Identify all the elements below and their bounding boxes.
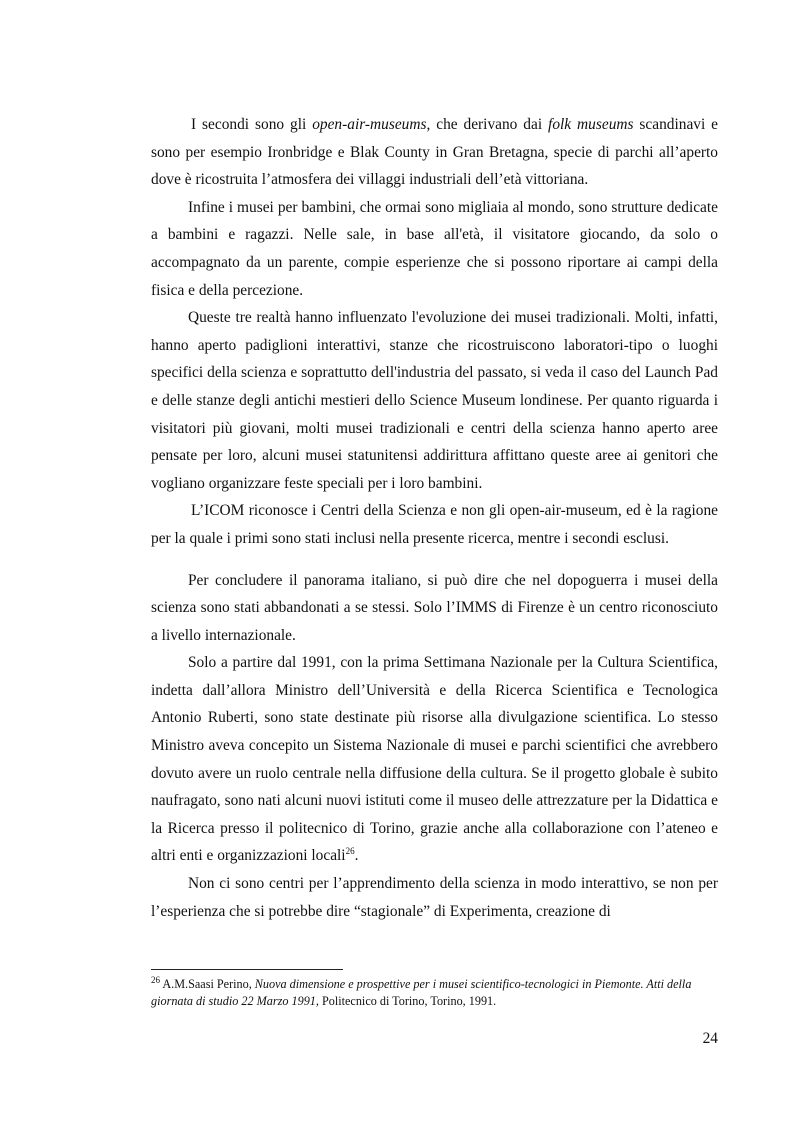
footnote-author: A.M.Saasi Perino,	[160, 977, 255, 991]
paragraph-influence: Queste tre realtà hanno influenzato l'evoluzione dei musei tradizionali. Molti, infatti, hanno aperto padiglioni interattivi, stanze che ricostruiscono laboratori-tipo o luoghi specifici della scienza e soprattutto dell'industria del passato, si veda il caso del Launch Pad e delle stanze degli antichi mestieri dello Science Museum londinese. Per quanto riguarda i visitatori più giovani, molti musei tradizionali e centri della scienza hanno aperto aree pensate per loro, alcuni musei statunitensi addirittura affittano queste aree ai genitori che vogliano organizzare feste speciali per i loro bambini.	[151, 309, 718, 492]
page-number: 24	[702, 1030, 718, 1047]
text-run: I secondi sono gli	[191, 116, 313, 133]
paragraph-gap	[151, 553, 718, 567]
paragraph-1991	[151, 649, 718, 870]
paragraph-interactive-centres: Non ci sono centri per l’apprendimento della scienza in modo interattivo, se non per l’esperienza che si potrebbe dire “stagionale” di Experimenta, creazione di	[151, 875, 718, 920]
text-run: , che derivano dai	[426, 116, 549, 133]
footnote-separator	[151, 969, 343, 970]
footnote-publisher: Politecnico di Torino, Torino, 1991.	[318, 994, 497, 1008]
italic-term: open-air-museums	[312, 116, 427, 133]
footnote	[151, 976, 718, 1010]
page-body	[151, 111, 718, 925]
footnote-reference[interactable]: 26	[345, 846, 355, 857]
text-run: scandinavi e sono per esempio Ironbridge e Blak County in Gran Bretagna, specie di parchi all’aperto dove è ricostruita l’atmosfera dei villaggi industriali dell’età vittoriana.	[151, 116, 719, 189]
text-run: .	[354, 847, 359, 865]
paragraph-open-air-museums	[151, 111, 718, 194]
italic-term: folk museums	[548, 116, 634, 133]
text-run: Solo a partire dal 1991, con la prima Settimana Nazionale per la Cultura Scientifica, indetta dall’allora Ministro dell’Università e della Ricerca Scientifica e Tecnologica Antonio Ruberti, sono state destinate più risorse alla divulgazione scientifica. Lo stesso Ministro aveva concepito un Sistema Nazionale di musei e parchi scientifici che avrebbero dovuto avere un ruolo centrale nella diffusione della cultura. Se il progetto globale è subito naufragato, sono nati alcuni nuovi istituti come il museo delle attrezzature per la Didattica e la Ricerca presso il politecnico di Torino, grazie anche alla collaborazione con l’ateneo e altri enti e organizzazioni locali	[151, 654, 718, 865]
paragraph-italian-panorama: Per concludere il panorama italiano, si può dire che nel dopoguerra i musei della scienza sono stati abbandonati a se stessi. Solo l’IMMS di Firenze è un centro riconosciuto a livello internazionale.	[151, 571, 718, 644]
paragraph-icom: L’ICOM riconosce i Centri della Scienza e non gli open-air-museum, ed è la ragione per la quale i primi sono stati inclusi nella presente ricerca, mentre i secondi esclusi.	[151, 502, 718, 547]
paragraph-children-museums: Infine i musei per bambini, che ormai sono migliaia al mondo, sono strutture dedicate a bambini e ragazzi. Nelle sale, in base all'età, il visitatore giocando, da solo o accompagnato da un parente, compie esperienze che si possono riportare ai campi della fisica e della percezione.	[151, 198, 718, 299]
footnote-title: Nuova dimensione e prospettive per i musei scientifico-tecnologici in Piemonte. Atti della giornata di studio 22 Marzo 1991,	[151, 977, 692, 1008]
footnote-number: 26	[151, 974, 160, 985]
